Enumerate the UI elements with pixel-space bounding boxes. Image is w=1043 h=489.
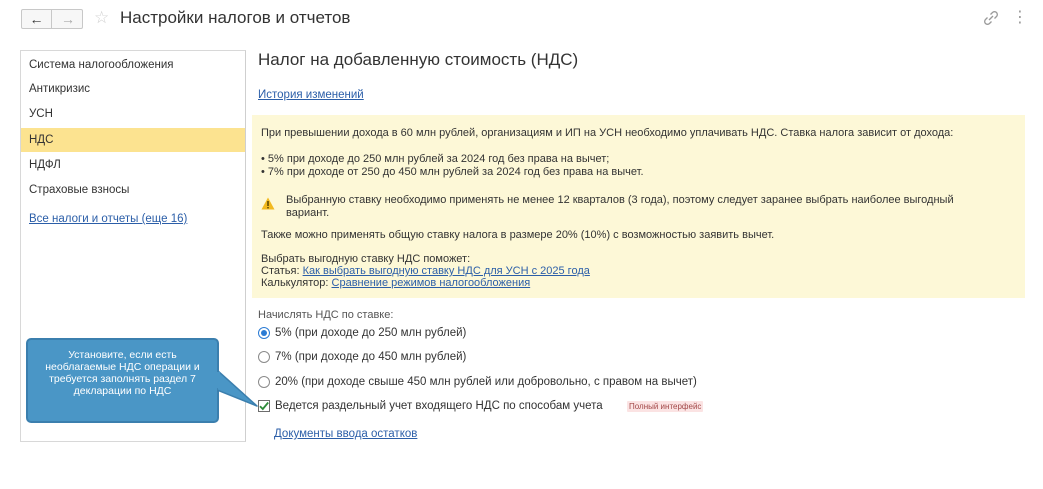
rate-option-label: 20% (при доходе свыше 450 млн рублей или добровольно, с правом на вычет) [275, 376, 697, 388]
calculator-link[interactable]: Сравнение режимов налогообложения [331, 277, 531, 289]
sidebar-item-insurance[interactable]: Страховые взносы [29, 184, 130, 196]
navigation-buttons [21, 9, 83, 29]
tooltip-line: декларации по НДС [73, 385, 172, 397]
tooltip-line: необлагаемые НДС операции и [45, 361, 200, 373]
page-title: Настройки налогов и отчетов [120, 8, 351, 27]
sidebar-item-usn[interactable]: УСН [29, 108, 53, 120]
notice-bullet-5: • 5% при доходе до 250 млн рублей за 2024 год без права на вычет; [261, 153, 610, 165]
balance-documents-link[interactable]: Документы ввода остатков [274, 428, 418, 440]
rate-option-label: 5% (при доходе до 250 млн рублей) [275, 327, 467, 339]
notice-calc-row [261, 277, 530, 290]
all-taxes-link[interactable]: Все налоги и отчеты (еще 16) [29, 213, 188, 225]
rate-option-label: 7% (при доходе до 450 млн рублей) [275, 351, 467, 363]
tooltip-line: Установите, если есть [68, 349, 177, 361]
tooltip-pointer [217, 368, 259, 408]
separate-accounting-label: Ведется раздельный учет входящего НДС по способам учета [275, 400, 603, 412]
article-link[interactable]: Как выбрать выгодную ставку НДС для УСН с 2025 года [302, 265, 590, 277]
separate-accounting-checkbox[interactable] [258, 400, 270, 412]
history-link[interactable]: История изменений [258, 89, 364, 101]
notice-bullet-7: • 7% при доходе от 250 до 450 млн рублей за 2024 год без права на вычет. [261, 166, 644, 178]
warning-text-line2: вариант. [286, 207, 330, 219]
radio-button[interactable] [258, 351, 270, 363]
sidebar-item-tax-system[interactable]: Система налогообложения [29, 59, 174, 71]
full-interface-badge: Полный интерфейс [629, 402, 702, 411]
notice-help-title: Выбрать выгодную ставку НДС поможет: [261, 253, 471, 265]
checkmark-icon [258, 400, 270, 412]
rates-label: Начислять НДС по ставке: [258, 309, 394, 321]
window-header [0, 0, 1043, 36]
radio-button[interactable] [258, 327, 270, 339]
notice-intro: При превышении дохода в 60 млн рублей, организациям и ИП на УСН необходимо уплачивать НДС. Ставка налога зависит от дохода: [261, 127, 954, 139]
tooltip-line: требуется заполнять раздел 7 [49, 373, 196, 385]
warning-icon [261, 197, 275, 210]
sidebar-item-anticrisis[interactable]: Антикризис [29, 83, 91, 95]
section-title: Налог на добавленную стоимость (НДС) [258, 50, 579, 69]
sidebar-item-vat[interactable]: НДС [21, 128, 245, 152]
more-menu-icon[interactable]: ⋮ [1012, 9, 1028, 26]
link-icon[interactable] [982, 9, 1000, 27]
radio-button[interactable] [258, 376, 270, 388]
calc-prefix: Калькулятор: [261, 277, 329, 289]
warning-text-line1: Выбранную ставку необходимо применять не менее 12 кварталов (3 года), поэтому следует заранее выбрать наиболее выгодный [286, 194, 954, 206]
article-prefix: Статья: [261, 265, 300, 277]
favorite-star-icon[interactable]: ☆ [94, 8, 110, 27]
back-arrow-icon[interactable]: ← [22, 10, 52, 28]
notice-general-rate: Также можно применять общую ставку налога в размере 20% (10%) с возможностью заявить вычет. [261, 229, 775, 241]
sidebar-item-ndfl[interactable]: НДФЛ [29, 159, 61, 171]
help-tooltip [26, 338, 219, 423]
forward-arrow-icon[interactable]: → [61, 11, 75, 27]
info-notice [252, 115, 1025, 298]
